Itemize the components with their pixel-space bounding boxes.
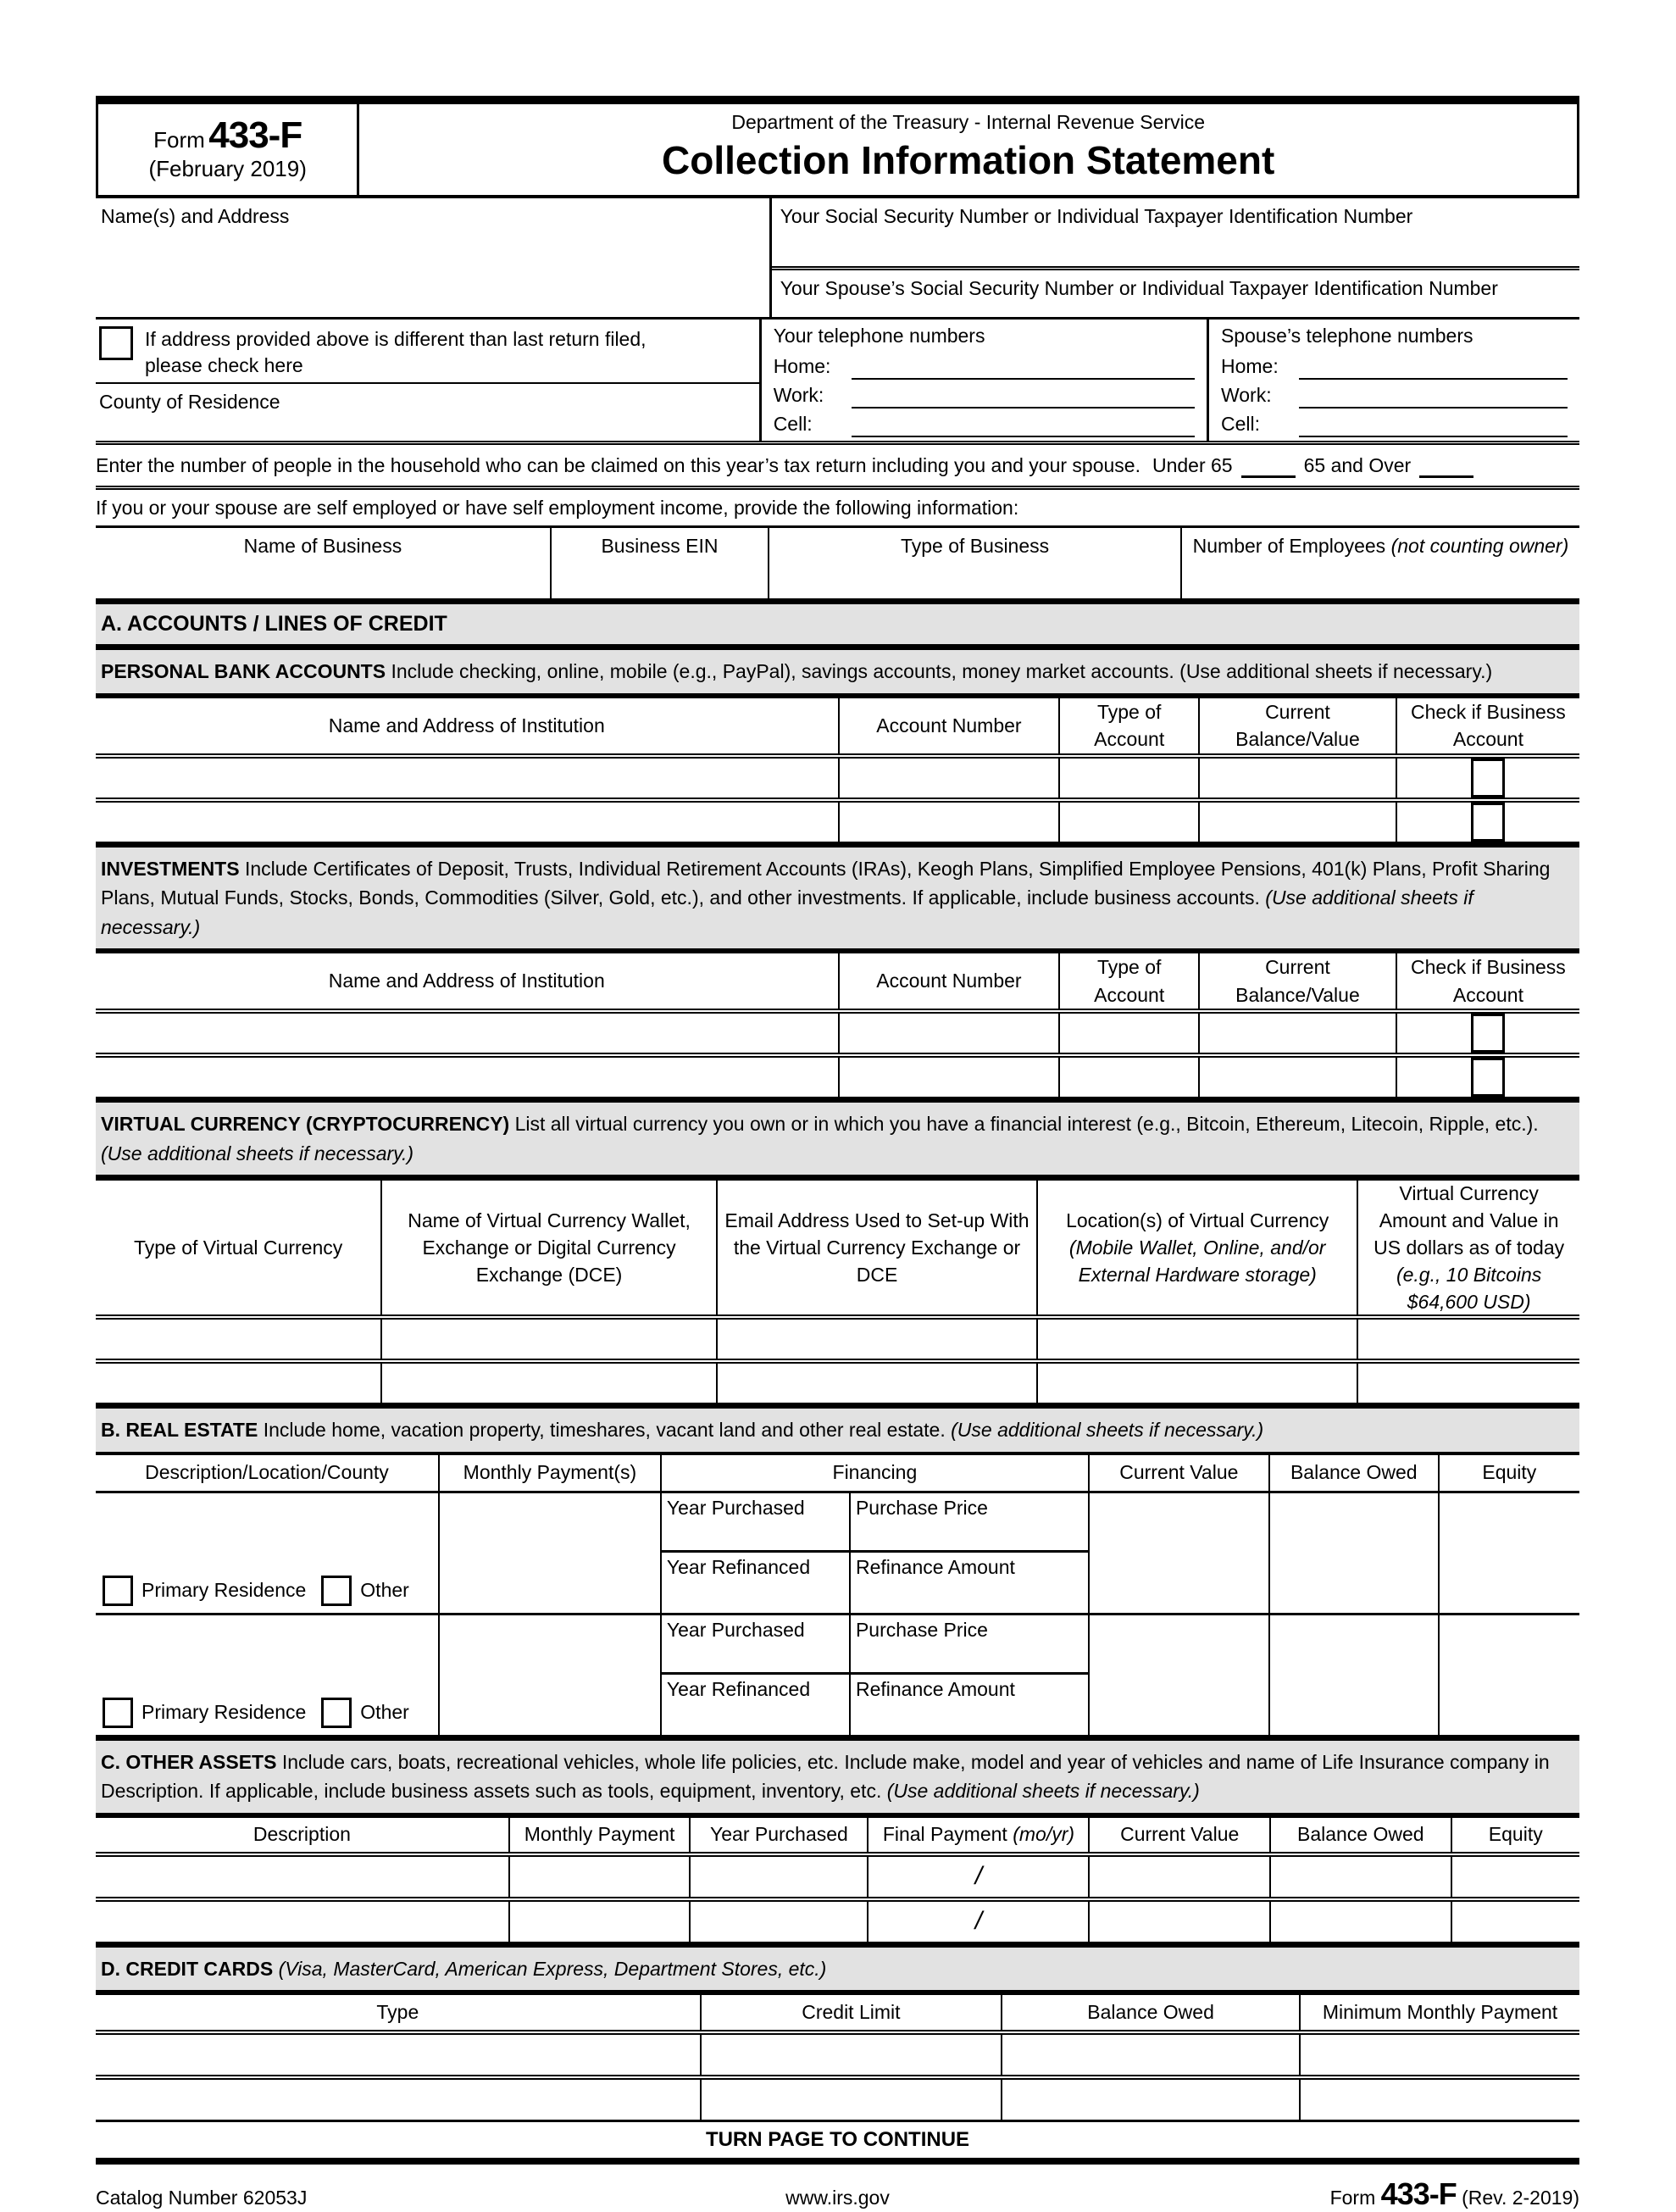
vc-location-label: Location(s) of Virtual Currency [1066,1209,1329,1231]
form-title-block [359,104,1577,195]
col-vc-location [1036,1181,1357,1314]
form-number-line [153,114,302,156]
work-label: Work: [1220,383,1272,406]
table-row [96,2080,1579,2120]
address-different-label: If address provided above is different than last return filed, please check here [145,328,647,377]
year-purchased-input-cell[interactable] [689,1857,867,1897]
min-payment-input-cell[interactable] [1299,2035,1579,2075]
table-row [96,1014,1579,1058]
bank-accounts-lead: PERSONAL BANK ACCOUNTS [101,660,391,682]
vc-amount-input-cell[interactable] [1357,1364,1579,1403]
spouse-cell-phone-input[interactable] [1299,410,1568,437]
balance-owed-input-cell[interactable] [1269,1902,1451,1942]
vc-type-input-cell[interactable] [96,1364,380,1403]
vc-type-input-cell[interactable] [96,1320,380,1359]
balance-input-cell[interactable] [1198,759,1396,798]
monthly-payment-input-cell[interactable] [508,1902,690,1942]
account-type-input-cell[interactable] [1058,803,1198,842]
vc-amount-label: Virtual Currency Amount and Value in US dollars as of today [1374,1181,1565,1259]
investments-note: (Use additional sheets if necessary.) [101,886,1473,938]
name-address-box [96,198,769,317]
col-vc-email: Email Address Used to Set-up With the Virtual Currency Exchange or DCE [716,1181,1036,1314]
financing-amount-cell [849,1615,1088,1735]
primary-residence-option [103,1576,306,1606]
self-employment-text: If you or your spouse are self employed or have self employment income, provide the following information: [96,496,1019,519]
business-name-header: Name of Business [243,535,402,557]
col-institution: Name and Address of Institution [328,970,605,992]
col-min-monthly-payment: Minimum Monthly Payment [1299,1995,1579,2030]
cell-label: Cell: [773,413,813,436]
date-slash: / [974,1907,983,1935]
contact-row [96,320,1579,445]
monthly-payment-input-cell[interactable] [508,1857,690,1897]
primary-residence-label: Primary Residence [142,1701,307,1723]
footer-form-id [1085,2176,1579,2212]
balance-input-cell[interactable] [1198,803,1396,842]
self-employment-intro [96,490,1579,525]
address-different-row [96,320,759,382]
balance-owed-input-cell[interactable] [1001,2080,1299,2120]
section-a-title: A. ACCOUNTS / LINES OF CREDIT [101,612,447,636]
turn-page-text: TURN PAGE TO CONTINUE [705,2128,970,2151]
year-purchased-cell[interactable] [662,1615,849,1676]
year-purchased-label: Year Purchased [666,1496,805,1519]
col-current-value: Current Value [1088,1818,1269,1852]
balance-owed-input-cell[interactable] [1268,1493,1438,1613]
year-refinanced-cell[interactable] [662,1553,849,1613]
your-cell-row [774,408,1195,437]
spouse-cell-row [1221,408,1568,437]
col-balance: Current Balance/Value [1198,698,1396,753]
col-account-type: Type of Account [1058,698,1198,753]
vc-location-input-cell[interactable] [1036,1320,1357,1359]
col-vc-type: Type of Virtual Currency [133,1236,343,1259]
account-type-input-cell[interactable] [1058,759,1198,798]
spouse-home-phone-input[interactable] [1299,353,1568,380]
over-65-label: 65 and Over [1303,453,1412,476]
investments-desc: Include Certificates of Deposit, Trusts, Individual Retirement Accounts (IRAs), Keogh Plans, Simplified Employee Pensions, 401(k) Plans, Profit Sharing Plans, Mutual Funds, Stocks, Bonds, Commodities (Silver, Gold, etc.), and other investments. If applicable, include business accounts. [101,857,1551,909]
section-a-header [96,598,1579,650]
institution-input-cell[interactable] [96,1014,838,1053]
col-balance: Current Balance/Value [1198,953,1396,1009]
real-estate-table-header [96,1455,1579,1493]
section-b-header [96,1403,1579,1455]
account-type-input-cell[interactable] [1058,1014,1198,1053]
col-balance-owed: Balance Owed [1268,1455,1438,1491]
purchase-price-cell[interactable] [851,1615,1088,1676]
personal-bank-accounts-band [96,650,1579,698]
year-purchased-input-cell[interactable] [689,1902,867,1942]
col-credit-limit: Credit Limit [700,1995,1001,2030]
other-checkbox[interactable] [321,1698,352,1728]
col-business-account: Check if Business Account [1396,698,1579,753]
business-type-cell[interactable] [768,528,1180,598]
under-65-input[interactable] [1241,453,1296,478]
form-revision: (February 2019) [148,156,307,181]
bank-accounts-table [96,698,1579,842]
form-number-block [98,104,359,195]
year-purchased-cell[interactable] [662,1493,849,1553]
final-payment-input-cell[interactable] [867,1902,1088,1942]
col-description: Description [253,1823,351,1846]
cell-label: Cell: [1220,413,1260,436]
institution-input-cell[interactable] [96,1058,838,1097]
financing-year-cell [660,1615,849,1735]
col-current-value: Current Value [1088,1455,1268,1491]
virtual-currency-lead: VIRTUAL CURRENCY (CRYPTOCURRENCY) [101,1113,515,1135]
real-estate-table [96,1455,1579,1735]
virtual-currency-table [96,1181,1579,1403]
year-purchased-label: Year Purchased [666,1618,805,1641]
investments-table-header [96,953,1579,1014]
current-value-input-cell[interactable] [1088,1857,1269,1897]
card-type-input-cell[interactable] [96,2035,700,2075]
col-vc-amount [1357,1181,1579,1314]
footer-form-word: Form [1329,2187,1376,2209]
financing-amount-cell [849,1493,1088,1613]
current-value-input-cell[interactable] [1088,1902,1269,1942]
investments-lead: INVESTMENTS [101,857,245,880]
section-d-header [96,1942,1579,1996]
home-label: Home: [1220,354,1279,377]
primary-residence-option [103,1698,306,1728]
your-phones-label: Your telephone numbers [773,325,985,347]
description-input-cell[interactable] [96,1857,508,1897]
turn-page-notice [96,2120,1579,2158]
primary-residence-checkbox[interactable] [103,1698,133,1728]
taxpayer-ssn-label: Your Social Security Number or Individual Taxpayer Identification Number [780,205,1413,227]
vc-location-input-cell[interactable] [1036,1364,1357,1403]
section-d-title: D. CREDIT CARDS [101,1957,279,1980]
vc-email-input-cell[interactable] [716,1320,1036,1359]
col-institution: Name and Address of Institution [328,714,605,736]
form-word: Form [153,127,205,153]
spouse-work-phone-input[interactable] [1299,381,1568,408]
year-refinanced-cell[interactable] [662,1675,849,1735]
your-phones-column [759,320,1207,441]
vc-location-note: (Mobile Wallet, Online, and/or External Hardware storage) [1068,1236,1326,1287]
credit-limit-input-cell[interactable] [700,2035,1001,2075]
account-number-input-cell[interactable] [838,1058,1059,1097]
primary-residence-checkbox[interactable] [103,1576,133,1606]
form-number: 433-F [208,114,302,156]
virtual-currency-table-header [96,1181,1579,1320]
account-number-input-cell[interactable] [838,759,1059,798]
county-label: County of Residence [99,391,280,414]
business-account-cell [1396,1058,1579,1097]
equity-input-cell[interactable] [1451,1902,1579,1942]
page-footer [96,2165,1579,2212]
department-line: Department of the Treasury - Internal Revenue Service [731,111,1206,133]
equity-input-cell[interactable] [1438,1615,1579,1735]
description-input-cell[interactable] [96,1902,508,1942]
col-monthly-payment: Monthly Payment(s) [438,1455,660,1491]
address-different-checkbox[interactable] [99,326,133,360]
spouse-ssn-label: Your Spouse’s Social Security Number or Individual Taxpayer Identification Number [780,277,1498,299]
under-65-label: Under 65 [1152,453,1233,476]
other-option [321,1576,409,1606]
property-description-cell[interactable] [96,1493,438,1613]
household-row [96,445,1579,490]
institution-input-cell[interactable] [96,759,838,798]
business-account-checkbox[interactable] [1471,803,1505,842]
name-address-label: Name(s) and Address [101,205,290,227]
date-slash: / [974,1862,983,1890]
table-row [96,1364,1579,1403]
year-refinanced-label: Year Refinanced [666,1678,811,1700]
business-account-cell [1396,1014,1579,1053]
final-payment-label: Final Payment [882,1823,1007,1846]
business-ein-cell[interactable] [550,528,768,598]
table-row [96,1320,1579,1364]
monthly-payment-input-cell[interactable] [438,1493,660,1613]
final-payment-input-cell[interactable] [867,1857,1088,1897]
section-c-header [96,1735,1579,1818]
section-c-note: (Use additional sheets if necessary.) [886,1780,1200,1802]
table-row [96,803,1579,842]
table-row [96,1902,1579,1942]
balance-owed-input-cell[interactable] [1001,2035,1299,2075]
table-row [96,1615,1579,1735]
spouse-phones-label: Spouse’s telephone numbers [1220,325,1473,347]
credit-limit-input-cell[interactable] [700,2080,1001,2120]
vc-wallet-input-cell[interactable] [380,1364,716,1403]
ssn-column [769,198,1579,317]
page-title: Collection Information Statement [662,138,1275,182]
catalog-number: Catalog Number 62053J [96,2187,308,2209]
identity-row [96,198,1579,320]
work-label: Work: [773,383,824,406]
current-value-input-cell[interactable] [1088,1615,1268,1735]
col-final-payment [867,1818,1088,1852]
section-b-note: (Use additional sheets if necessary.) [951,1419,1264,1441]
business-account-checkbox[interactable] [1471,1014,1505,1053]
investments-band [96,842,1579,954]
top-rule [96,96,1579,104]
refinance-amount-cell[interactable] [851,1553,1088,1613]
business-account-checkbox[interactable] [1471,1058,1505,1097]
other-assets-table-header [96,1818,1579,1857]
investments-table [96,953,1579,1097]
credit-cards-table [96,1995,1579,2120]
home-label: Home: [773,354,831,377]
balance-input-cell[interactable] [1198,1058,1396,1097]
your-work-row [774,380,1195,408]
current-value-input-cell[interactable] [1088,1493,1268,1613]
col-business-account: Check if Business Account [1396,953,1579,1009]
col-account-number: Account Number [838,953,1059,1009]
refinance-amount-cell[interactable] [851,1675,1088,1735]
business-employees-cell[interactable] [1180,528,1579,598]
balance-owed-input-cell[interactable] [1268,1615,1438,1735]
form-header [96,104,1579,198]
spouse-ssn-box[interactable] [772,270,1579,317]
col-description: Description/Location/County [145,1461,389,1484]
col-equity: Equity [1438,1455,1579,1491]
table-row [96,1058,1579,1097]
section-c-desc: Include cars, boats, recreational vehicles, whole life policies, etc. Include make, model and year of vehicles and name of Life Insurance company in Description. If applicable, include business assets such as tools, equipment, inventory, etc. [101,1750,1550,1802]
refinance-amount-label: Refinance Amount [855,1678,1015,1700]
virtual-currency-band [96,1097,1579,1181]
card-type-input-cell[interactable] [96,2080,700,2120]
business-account-cell [1396,803,1579,842]
section-b-title: B. REAL ESTATE [101,1419,264,1441]
spouse-work-row [1221,380,1568,408]
min-payment-input-cell[interactable] [1299,2080,1579,2120]
primary-residence-label: Primary Residence [142,1579,307,1601]
vc-email-input-cell[interactable] [716,1364,1036,1403]
purchase-price-cell[interactable] [851,1493,1088,1553]
refinance-amount-label: Refinance Amount [855,1556,1015,1578]
table-row [96,2035,1579,2080]
name-address-input[interactable] [101,228,764,310]
footer-form-number: 433-F [1380,2176,1457,2211]
equity-input-cell[interactable] [1438,1493,1579,1613]
business-table [96,525,1579,598]
property-description-cell[interactable] [96,1615,438,1735]
financing-year-cell [660,1493,849,1613]
purchase-price-label: Purchase Price [855,1496,988,1519]
other-label: Other [360,1701,409,1723]
col-balance-owed: Balance Owed [1269,1818,1451,1852]
over-65-input[interactable] [1419,453,1473,478]
section-b-desc: Include home, vacation property, timeshares, vacant land and other real estate. [263,1419,946,1441]
other-option [321,1698,409,1728]
business-account-checkbox[interactable] [1471,759,1505,798]
purchase-price-label: Purchase Price [855,1618,988,1641]
spouse-phones-column [1207,320,1579,441]
col-financing: Financing [660,1455,1088,1491]
balance-input-cell[interactable] [1198,1014,1396,1053]
other-label: Other [360,1579,409,1601]
vc-amount-note: (e.g., 10 Bitcoins $64,600 USD) [1396,1264,1542,1314]
section-d-note: (Visa, MasterCard, American Express, Department Stores, etc.) [278,1957,827,1980]
county-of-residence-box[interactable] [96,382,759,441]
col-account-number: Account Number [838,698,1059,753]
credit-cards-table-header [96,1995,1579,2035]
virtual-currency-desc: List all virtual currency you own or in which you have a financial interest (e.g., Bitcoin, Ethereum, Litecoin, Ripple, etc.). [514,1113,1539,1135]
business-type-header: Type of Business [900,535,1050,557]
household-text: Enter the number of people in the household who can be claimed on this year’s tax return including you and your spouse. [96,453,1140,476]
business-employees-note: (not counting owner) [1390,535,1569,557]
your-home-row [774,350,1195,379]
footer-rule [96,2158,1579,2165]
institution-input-cell[interactable] [96,803,838,842]
form-content [96,96,1579,2212]
table-row [96,1493,1579,1615]
col-balance-owed: Balance Owed [1001,1995,1299,2030]
col-year-purchased: Year Purchased [689,1818,867,1852]
other-checkbox[interactable] [321,1576,352,1606]
your-cell-phone-input[interactable] [852,410,1195,437]
spouse-home-row [1221,350,1568,379]
col-type: Type [376,2001,419,2024]
bank-table-header [96,698,1579,759]
vc-amount-input-cell[interactable] [1357,1320,1579,1359]
your-home-phone-input[interactable] [852,353,1195,380]
col-vc-wallet: Name of Virtual Currency Wallet, Exchange or Digital Currency Exchange (DCE) [380,1181,716,1314]
account-type-input-cell[interactable] [1058,1058,1198,1097]
col-monthly-payment: Monthly Payment [508,1818,690,1852]
footer-form-rev: (Rev. 2-2019) [1462,2187,1580,2209]
business-ein-header: Business EIN [601,535,719,557]
table-row [96,759,1579,803]
account-number-input-cell[interactable] [838,803,1059,842]
final-payment-note: (mo/yr) [1013,1823,1075,1846]
other-assets-table [96,1818,1579,1942]
equity-input-cell[interactable] [1451,1857,1579,1897]
year-refinanced-label: Year Refinanced [666,1556,811,1578]
balance-owed-input-cell[interactable] [1269,1857,1451,1897]
col-equity: Equity [1451,1818,1579,1852]
virtual-currency-note: (Use additional sheets if necessary.) [101,1142,414,1164]
account-number-input-cell[interactable] [838,1014,1059,1053]
your-work-phone-input[interactable] [852,381,1195,408]
monthly-payment-input-cell[interactable] [438,1615,660,1735]
section-c-title: C. OTHER ASSETS [101,1750,282,1773]
business-account-cell [1396,759,1579,798]
table-row [96,1857,1579,1902]
col-account-type: Type of Account [1058,953,1198,1009]
address-county-column [96,320,759,441]
business-employees-header: Number of Employees [1192,535,1386,557]
business-name-cell[interactable] [96,528,550,598]
irs-website: www.irs.gov [785,2187,890,2209]
vc-wallet-input-cell[interactable] [380,1320,716,1359]
bank-accounts-desc: Include checking, online, mobile (e.g., PayPal), savings accounts, money market accounts. (Use additional sheets if necessary.) [391,660,1493,682]
taxpayer-ssn-box[interactable] [772,198,1579,270]
